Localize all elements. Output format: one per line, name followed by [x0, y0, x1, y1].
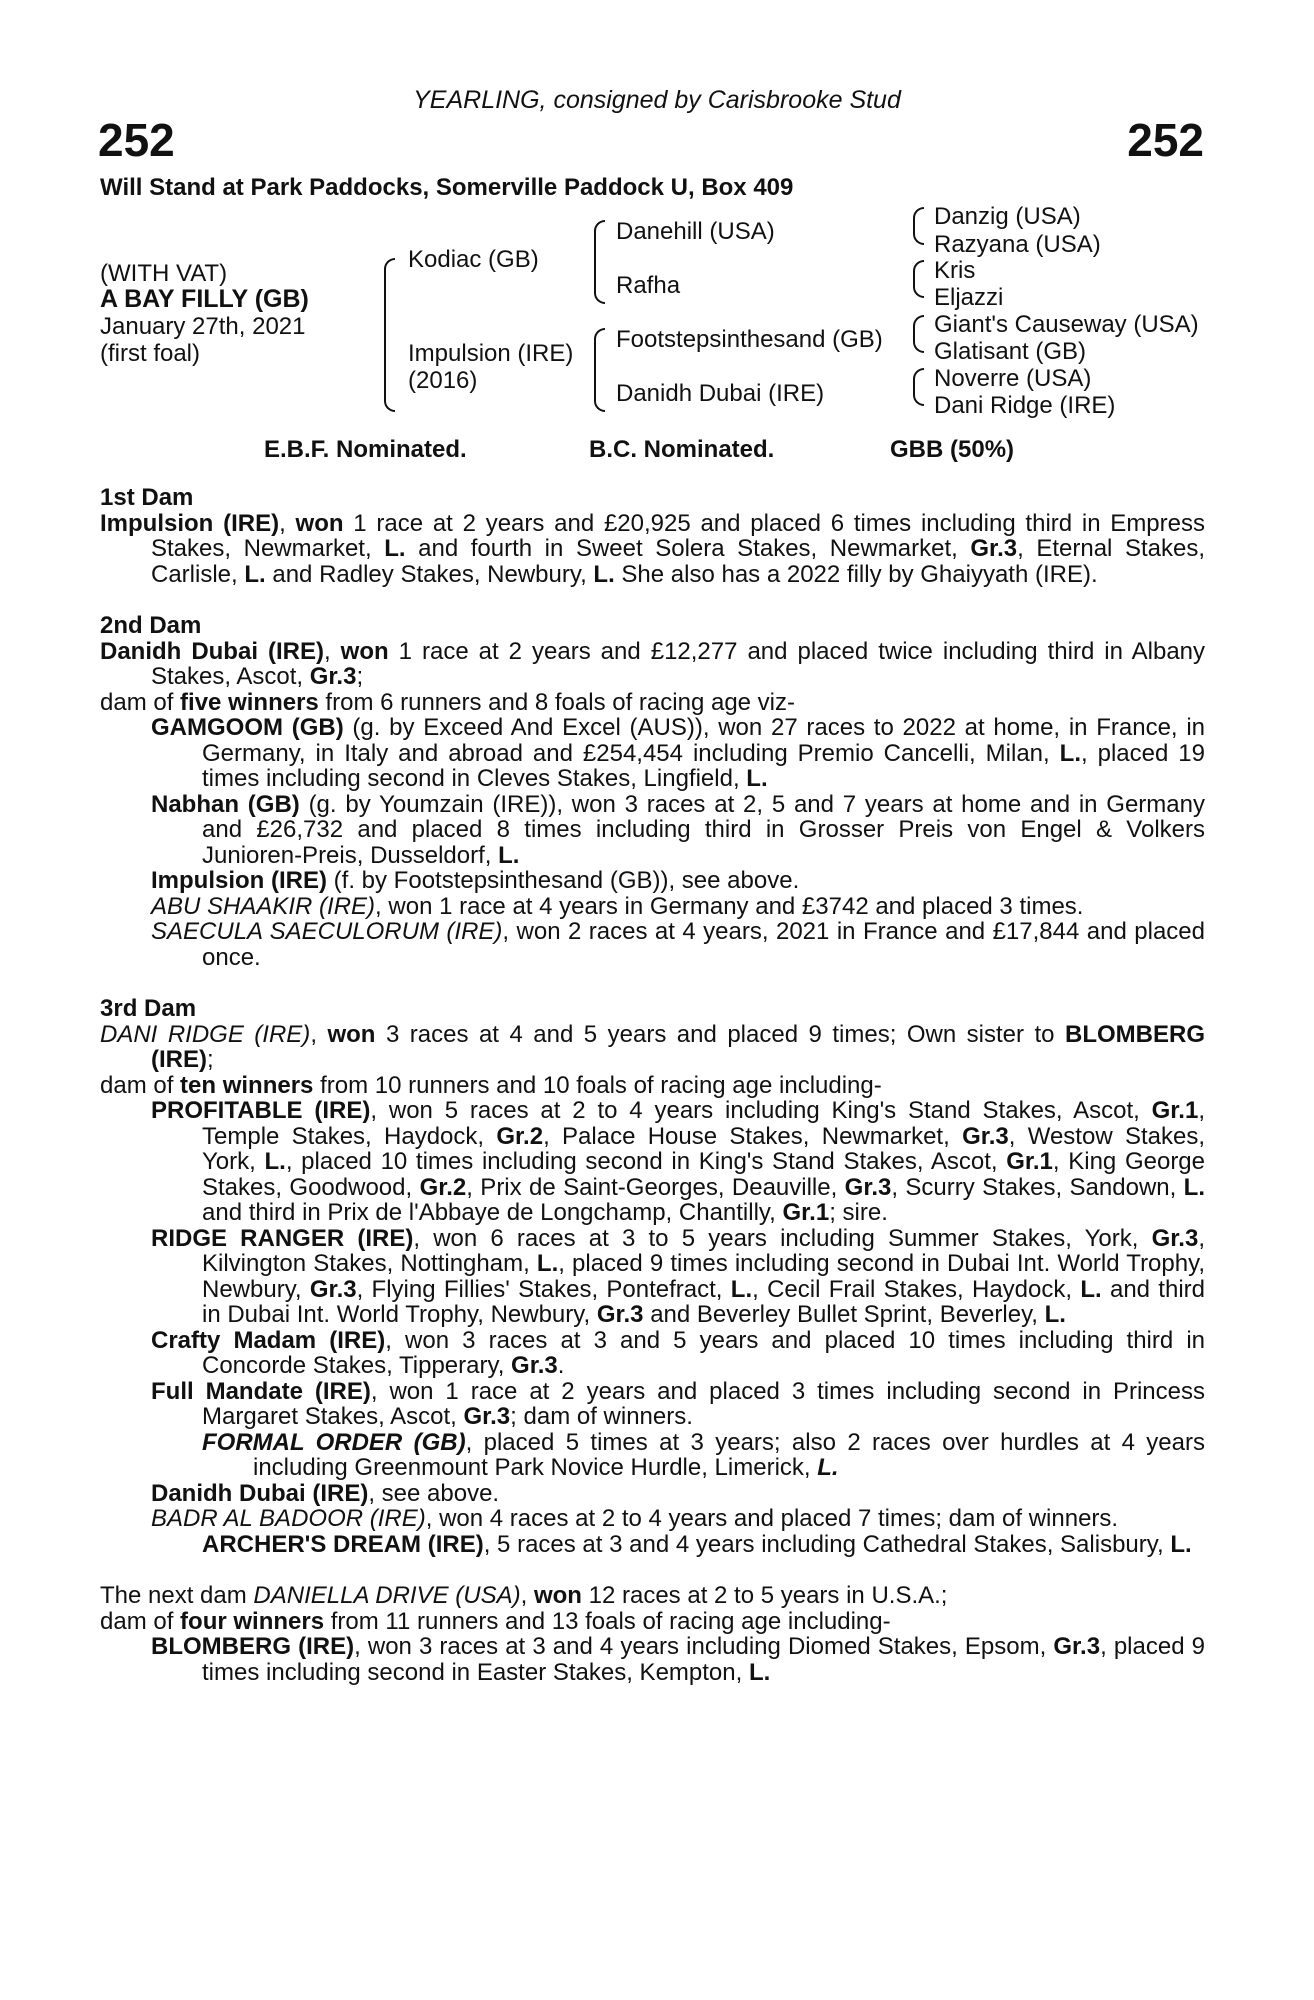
produce-name: SAECULA SAECULORUM (IRE) [151, 918, 503, 945]
group-label: Gr.2 [419, 1173, 467, 1201]
record-text: from 6 runners and 8 foals of racing age viz- [318, 688, 796, 716]
sister-name: BLOMBERG (IRE) [151, 1020, 1205, 1073]
bc-nomination: B.C. Nominated. [589, 436, 775, 463]
group-label: Gr.2 [496, 1122, 544, 1150]
dam-name: Impulsion (IRE) [408, 340, 574, 367]
group-label: Gr.3 [309, 1275, 357, 1303]
record-text: 1 race at 2 years and £12,277 and placed twice including third in Albany Stakes, Ascot, [151, 637, 1206, 690]
produce-entry [100, 919, 1205, 970]
dam-dam-dam: Dani Ridge (IRE) [934, 392, 1116, 419]
listed-label: L. [1080, 1275, 1102, 1303]
dam-sire-sire: Giant's Causeway (USA) [934, 311, 1199, 338]
record-text: , Prix de Saint-Georges, Deauville, [466, 1173, 845, 1201]
record-text: dam of [100, 1071, 181, 1099]
listed-label: L. [1170, 1530, 1192, 1558]
record-text: from 10 runners and 10 foals of racing age including- [313, 1071, 882, 1099]
winners-count: five winners [180, 688, 319, 716]
produce-entry [100, 1098, 1205, 1226]
third-dam-produce-summary [100, 1073, 1205, 1099]
record-text: , Flying Fillies' Stakes, Pontefract, [356, 1275, 731, 1303]
record-text: ; [207, 1046, 214, 1073]
record-text: , Cecil Frail Stakes, Haydock, [752, 1275, 1081, 1303]
produce-entry [100, 894, 1205, 920]
produce-entry [100, 868, 1205, 894]
winners-count: ten winners [180, 1071, 314, 1099]
dam-sire: Footstepsinthesand (GB) [616, 326, 883, 353]
listed-label: L. [730, 1275, 753, 1303]
spacer [100, 587, 1205, 613]
third-dam-heading: 3rd Dam [100, 995, 197, 1022]
produce-entry [100, 1506, 1205, 1532]
produce-entry [100, 1430, 1205, 1481]
produce-name: RIDGE RANGER (IRE) [151, 1224, 414, 1252]
vat-note: (WITH VAT) [100, 260, 228, 287]
record-text: 3 races at 4 and 5 years and placed 9 times; Own sister to [375, 1020, 1065, 1048]
sire-sire-dam: Razyana (USA) [934, 231, 1101, 258]
record-text: , King George Stakes, Goodwood, [202, 1148, 1206, 1201]
catalogue-body [100, 485, 1205, 1685]
produce-entry [100, 715, 1205, 792]
pedigree-bracket-main [384, 258, 395, 412]
record-text: The next dam [100, 1582, 254, 1609]
second-dam-name: Danidh Dubai (IRE) [100, 637, 324, 665]
third-dam-record: DANI RIDGE (IRE), won 3 races at 4 and 5 years and placed 9 times; Own sister to BLOMBERG (IRE); [100, 1020, 1205, 1073]
record-text: , won 3 races at 3 and 4 years including Diomed Stakes, Epsom, [354, 1633, 1054, 1660]
record-text: from 11 runners and 13 foals of racing age including- [324, 1607, 891, 1635]
lot-number-left: 252 [98, 114, 175, 166]
winners-count: four winners [180, 1607, 325, 1635]
pedigree-bracket-ds [913, 315, 924, 353]
record-text: , placed 10 times including second in King's Stand Stakes, Ascot, [285, 1148, 1007, 1175]
record-text: , Kilvington Stakes, Nottingham, [202, 1224, 1205, 1277]
record-text: (f. by Footstepsinthesand (GB)), see above. [327, 867, 800, 894]
stand-location: Will Stand at Park Paddocks, Somerville Paddock U, Box 409 [100, 174, 794, 201]
listed-label: L. [498, 841, 520, 869]
produce-entry [100, 1634, 1205, 1685]
listed-label: L. [536, 1250, 559, 1277]
produce-name: Impulsion (IRE) [151, 867, 327, 894]
pedigree-bracket-dd [913, 368, 924, 406]
produce-name: FORMAL ORDER (GB) [202, 1428, 466, 1456]
record-text: , won 1 race at 4 years in Germany and £3742 and placed 3 times. [375, 892, 1084, 920]
record-text: dam of [100, 1607, 181, 1635]
group-label: Gr.1 [1006, 1148, 1053, 1175]
produce-name: ABU SHAAKIR (IRE) [151, 892, 376, 920]
dam-dam: Danidh Dubai (IRE) [616, 380, 825, 407]
record-text: , placed 19 times including second in Cleves Stakes, Lingfield, [202, 739, 1206, 792]
record-text: . [557, 1352, 565, 1379]
dam-sire-dam: Glatisant (GB) [934, 338, 1087, 365]
won-label: won [327, 1020, 376, 1048]
record-text: , Scurry Stakes, Sandown, [891, 1173, 1184, 1201]
record-text: , Westow Stakes, York, [202, 1122, 1205, 1175]
listed-label: L. [593, 560, 615, 588]
sire-sire: Danehill (USA) [616, 218, 775, 245]
listed-label: L. [1044, 1301, 1066, 1328]
record-text: , 5 races at 3 and 4 years including Cathedral Stakes, Salisbury, [483, 1530, 1171, 1558]
listed-label: L. [748, 1658, 771, 1686]
won-label: won [340, 637, 389, 665]
record-text: , placed 5 times at 3 years; also 2 races over hurdles at 4 years including Greenmount Park Novice Hurdle, Limerick, [253, 1428, 1205, 1481]
record-text: 12 races at 2 to 5 years in U.S.A.; [581, 1582, 948, 1609]
lot-number-right: 252 [1127, 114, 1204, 166]
record-text: and third in Dubai Int. World Trophy, Newbury, [202, 1275, 1205, 1328]
record-text: , Temple Stakes, Haydock, [202, 1097, 1205, 1150]
produce-name: ARCHER'S DREAM (IRE) [202, 1530, 484, 1558]
produce-entry [100, 792, 1205, 869]
produce-entry [100, 1226, 1205, 1328]
group-label: Gr.3 [1053, 1633, 1101, 1660]
third-dam-name: DANI RIDGE (IRE) [100, 1020, 311, 1048]
produce-name: PROFITABLE (IRE) [151, 1097, 371, 1124]
spacer [100, 1557, 1205, 1583]
record-text: , placed 9 times including second in Dubai Int. World Trophy, Newbury, [202, 1250, 1205, 1303]
horse-name: A BAY FILLY (GB) [100, 285, 309, 313]
listed-label: L. [384, 535, 406, 562]
dam-dam-sire: Noverre (USA) [934, 365, 1092, 392]
first-dam-heading: 1st Dam [100, 484, 194, 511]
record-text: , won 1 race at 2 years and placed 3 times including second in Princess Margaret Stakes, Ascot, [202, 1377, 1205, 1430]
won-label: won [295, 509, 344, 537]
next-dam-name: DANIELLA DRIVE (USA) [253, 1582, 521, 1609]
record-text: and Beverley Bullet Sprint, Beverley, [643, 1301, 1045, 1328]
produce-entry [100, 1481, 1205, 1507]
won-label: won [533, 1582, 582, 1609]
produce-entry [100, 1379, 1205, 1430]
record-text: ; sire. [829, 1199, 888, 1226]
produce-entry [100, 1532, 1205, 1558]
listed-label: L. [264, 1148, 286, 1175]
listed-label: L. [817, 1454, 839, 1481]
foal-note: (first foal) [100, 340, 201, 367]
listed-label: L. [244, 560, 266, 588]
group-label: Gr.3 [844, 1173, 892, 1201]
next-dam-produce-summary [100, 1609, 1205, 1635]
pedigree-bracket-sd [913, 260, 924, 298]
record-text: and Radley Stakes, Newbury, [265, 560, 594, 588]
record-text: , see above. [368, 1479, 500, 1507]
record-text: , Palace House Stakes, Newmarket, [543, 1122, 963, 1150]
produce-name: Nabhan (GB) [151, 790, 300, 818]
produce-name: Full Mandate (IRE) [151, 1377, 371, 1405]
spacer [100, 970, 1205, 996]
dam-year: (2016) [408, 367, 478, 394]
record-text: , [520, 1582, 534, 1609]
record-text: (g. by Youmzain (IRE)), won 3 races at 2, 5 and 7 years at home and in Germany and £26,732 and placed 8 times including third in Grosser Preis von Engel & Volkers Junioren-Preis, Dusseldorf, [202, 790, 1205, 869]
second-dam-produce-summary [100, 690, 1205, 716]
sire-dam: Rafha [616, 272, 681, 299]
group-label: Gr.3 [962, 1122, 1009, 1150]
gbb-note: GBB (50%) [890, 436, 1015, 463]
record-text: , placed 9 times including second in Easter Stakes, Kempton, [202, 1633, 1205, 1686]
listed-label: L. [1183, 1173, 1205, 1201]
group-label: Gr.1 [782, 1199, 830, 1226]
record-text: (g. by Exceed And Excel (AUS)), won 27 races to 2022 at home, in France, in Germany, in Italy and abroad and £254,454 including Premio Cancelli, Milan, [202, 714, 1205, 767]
group-label: Gr.3 [596, 1301, 644, 1328]
sire-sire-sire: Danzig (USA) [934, 203, 1081, 230]
consignment-line: YEARLING, consigned by Carisbrooke Stud [413, 86, 901, 114]
next-dam-record [100, 1583, 1205, 1609]
record-text: ; dam of winners. [510, 1403, 693, 1430]
listed-label: L. [1059, 739, 1081, 767]
record-text: and third in Prix de l'Abbaye de Longchamp, Chantilly, [202, 1199, 783, 1226]
listed-label: L. [746, 765, 768, 792]
record-text: , won 5 races at 2 to 4 years including King's Stand Stakes, Ascot, [370, 1097, 1152, 1124]
pedigree-bracket-dam [594, 328, 605, 412]
pedigree-bracket-ss [913, 207, 924, 245]
second-dam-record: Danidh Dubai (IRE), won 1 race at 2 years and £12,277 and placed twice including third in Albany Stakes, Ascot, Gr.3; [100, 637, 1206, 690]
record-text: She also has a 2022 filly by Ghaiyyath (IRE). [614, 560, 1098, 588]
sire-dam-dam: Eljazzi [934, 284, 1004, 311]
record-text: , won 6 races at 3 to 5 years including Summer Stakes, York, [413, 1224, 1152, 1252]
pedigree-bracket-sire [594, 220, 605, 304]
produce-entry [100, 1328, 1205, 1379]
produce-name: Crafty Madam (IRE) [151, 1326, 386, 1354]
produce-name: BLOMBERG (IRE) [151, 1633, 355, 1660]
record-text: , won 4 races at 2 to 4 years and placed 7 times; dam of winners. [425, 1505, 1119, 1532]
record-text: 1 race at 2 years and £20,925 and placed 6 times including third in Empress Stakes, Newmarket, [151, 509, 1205, 562]
record-text: dam of [100, 688, 181, 716]
first-dam-name: Impulsion (IRE) [100, 509, 280, 537]
sire-name: Kodiac (GB) [408, 246, 539, 273]
record-text: , won 2 races at 4 years, 2021 in France and £17,844 and placed once. [202, 918, 1205, 971]
record-text: , won 3 races at 3 and 5 years and placed 10 times including third in Concorde Stakes, Tipperary, [202, 1326, 1206, 1379]
group-label: Gr.3 [309, 663, 357, 690]
group-label: Gr.3 [511, 1352, 558, 1379]
ebf-nomination: E.B.F. Nominated. [264, 436, 467, 463]
group-label: Gr.1 [1151, 1097, 1199, 1124]
foaling-date: January 27th, 2021 [100, 313, 306, 340]
sire-dam-sire: Kris [934, 257, 976, 284]
record-text: , Eternal Stakes, Carlisle, [151, 535, 1205, 588]
group-label: Gr.3 [970, 535, 1018, 562]
group-label: Gr.3 [1151, 1224, 1199, 1252]
first-dam-record: Impulsion (IRE), won 1 race at 2 years and £20,925 and placed 6 times including third in Empress Stakes, Newmarket, L. and fourth in Sweet Solera Stakes, Newmarket, Gr.3, Eternal Stakes, Carlisle, L. and Radley Stakes, Newbury, L. She also has a 2022 filly by Ghaiyyath (IRE). [100, 509, 1205, 588]
record-text: and fourth in Sweet Solera Stakes, Newmarket, [405, 535, 971, 562]
group-label: Gr.3 [463, 1403, 511, 1430]
produce-name: GAMGOOM (GB) [151, 714, 344, 741]
second-dam-heading: 2nd Dam [100, 612, 202, 639]
produce-name: Danidh Dubai (IRE) [151, 1479, 369, 1507]
produce-name: BADR AL BADOOR (IRE) [151, 1505, 426, 1532]
record-text: ; [356, 663, 364, 690]
